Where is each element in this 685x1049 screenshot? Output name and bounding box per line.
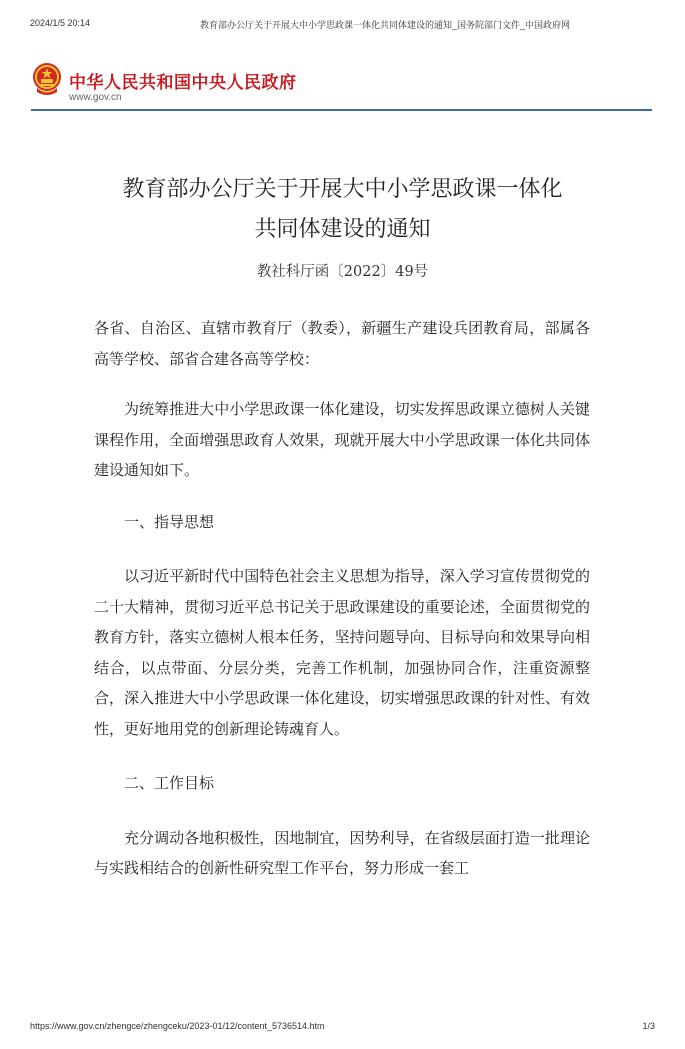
site-domain[interactable]: www.gov.cn (69, 92, 122, 103)
document-title (60, 170, 625, 250)
print-date: 2024/1/5 20:14 (30, 18, 91, 28)
print-url: https://www.gov.cn/zhengce/zhengceku/2023-01/12/content_5736514.htm (30, 1021, 325, 1031)
document-body (94, 313, 590, 884)
print-header (30, 18, 655, 32)
document-title-line2: 共同体建设的通知 (254, 217, 431, 242)
section-heading: 二、工作目标 (124, 774, 215, 792)
salutation: 各省、自治区、直辖市教育厅（教委），新疆生产建设兵团教育局，部属各高等学校、部省合建各高等学校： (94, 319, 590, 368)
national-emblem-icon[interactable] (31, 62, 63, 98)
section-heading: 一、指导思想 (124, 512, 215, 531)
site-header (31, 62, 656, 112)
print-page-title: 教育部办公厅关于开展大中小学思政课一体化共同体建设的通知_国务院部门文件_中国政府网 (200, 20, 571, 30)
page-number: 1/3 (642, 1021, 655, 1031)
document-number: 教社科厅函〔2022〕49号 (256, 264, 429, 280)
intro-paragraph: 为统筹推进大中小学思政课一体化建设，切实发挥思政课立德树人关键课程作用，全面增强思政育人效果，现就开展大中小学思政课一体化共同体建设通知如下。 (94, 400, 590, 479)
document-title-line1: 教育部办公厅关于开展大中小学思政课一体化 (122, 177, 563, 202)
site-name[interactable]: 中华人民共和国中央人民政府 (69, 73, 297, 93)
section-paragraph: 以习近平新时代中国特色社会主义思想为指导，深入学习宣传贯彻党的二十大精神，贯彻习近平总书记关于思政课建设的重要论述，全面贯彻党的教育方针，落实立德树人根本任务，坚持问题导向、目标导向和效果导向相结合，以点带面、分层分类，完善工作机制，加强协同合作，注重资源整合，深入推进大中小学思政课一体化建设，切实增强思政课的针对性、有效性，更好地用党的创新理论铸魂育人。 (94, 567, 590, 738)
header-divider (31, 109, 652, 111)
section-paragraph: 充分调动各地积极性，因地制宜，因势利导，在省级层面打造一批理论与实践相结合的创新性研究型工作平台，努力形成一套工 (94, 828, 590, 877)
print-footer (30, 1021, 655, 1035)
